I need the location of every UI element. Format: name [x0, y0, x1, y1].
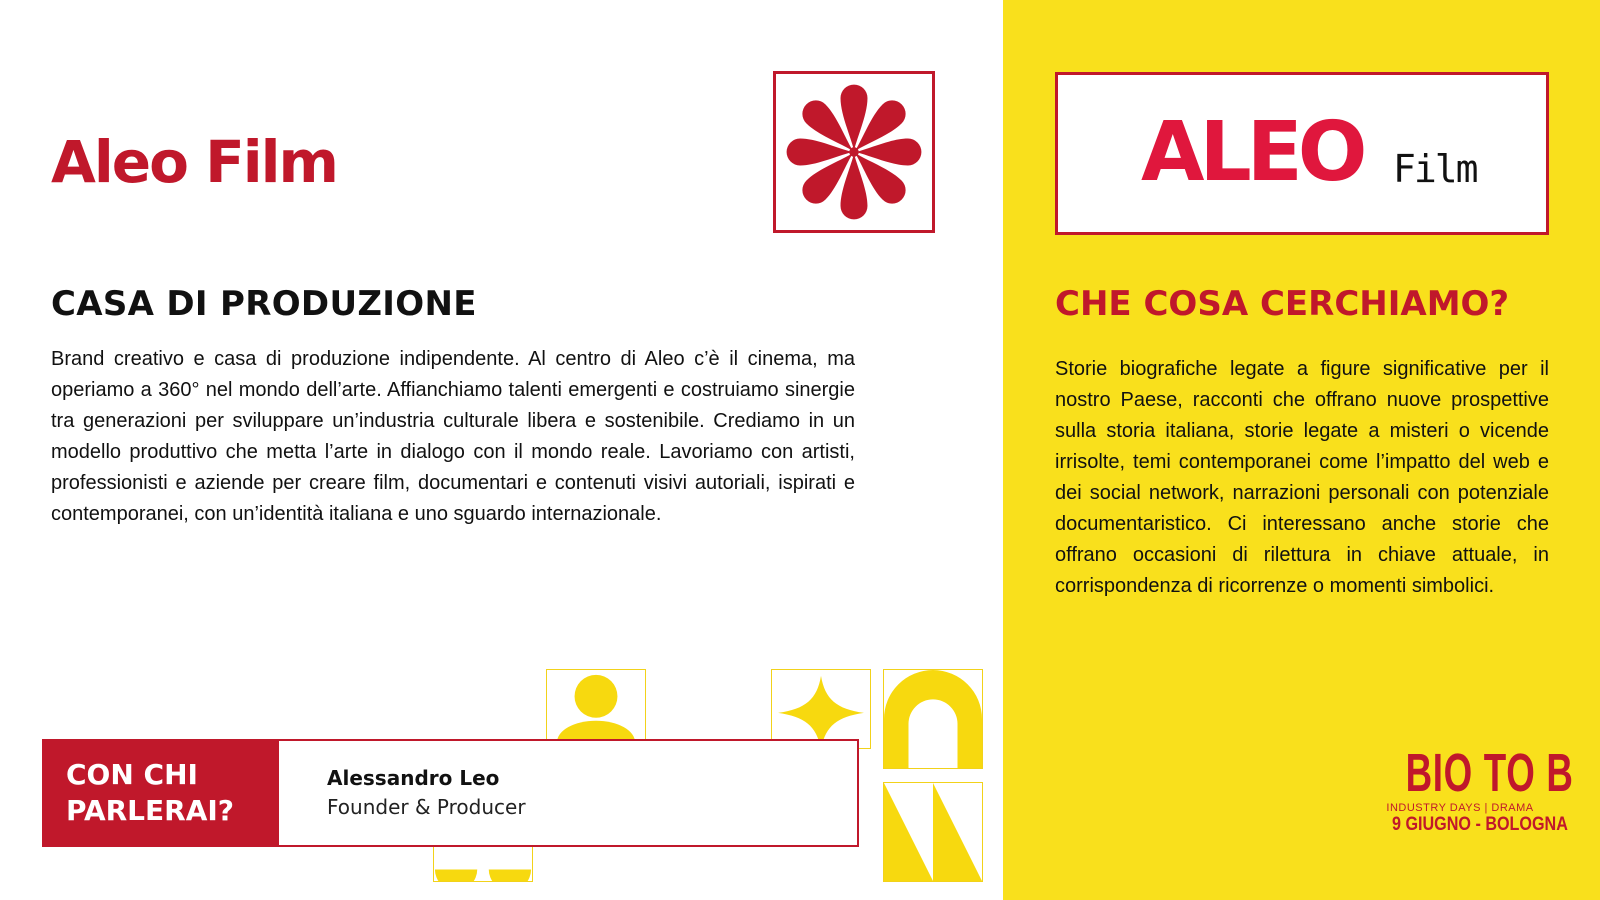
person-shape-icon [546, 669, 646, 749]
section-heading-production: CASA DI PRODUZIONE [51, 284, 477, 324]
logo-wordmark: ALEO [1141, 105, 1363, 200]
asterisk-flower-icon [773, 71, 935, 233]
arch-icon [883, 669, 983, 769]
triangles-icon [883, 782, 983, 882]
contact-card [42, 739, 859, 847]
event-title: BIO TO B [1405, 743, 1574, 803]
event-date: 9 GIUGNO - BOLOGNA [1392, 814, 1568, 835]
contact-label: CON CHI PARLERAI? [44, 741, 279, 845]
logo-script-text: Film [1393, 147, 1477, 191]
contact-role: Founder & Producer [327, 795, 526, 819]
four-point-star-icon [771, 669, 871, 749]
contact-name: Alessandro Leo [327, 766, 500, 790]
aleo-film-logo [1055, 72, 1549, 235]
event-subtitle: INDUSTRY DAYS | DRAMA [1386, 802, 1534, 814]
search-description: Storie biografiche legate a figure significative per il nostro Paese, racconti che offrano nuove prospettive sulla storia italiana, storie legate a misteri o vicende irrisolte, temi contemporanei come l’impatto del web e dei social network, narrazioni personali con potenziale documentaristico. Ci interessano anche storie che offrano occasioni di rilettura in chiave attuale, in corrispondenza di ricorrenze o momenti simbolici. [1055, 358, 1549, 597]
company-description: Brand creativo e casa di produzione indipendente. Al centro di Aleo c’è il cinema, ma operiamo a 360° nel mondo dell’arte. Affianchiamo talenti emergenti e costruiamo sinergie tra generazioni per sviluppare un’industria culturale libera e sostenibile. Crediamo in un modello produttivo che metta l’arte in dialogo con il mondo reale. Lavoriamo con artisti, professionisti e aziende per creare film, documentari e contenuti visivi autoriali, ispirati e contemporanei, con un’identità italiana e uno sguardo internazionale. [51, 348, 855, 525]
company-name: Aleo Film [51, 128, 337, 196]
section-heading-search: CHE COSA CERCHIAMO? [1055, 284, 1510, 324]
event-logo [1380, 743, 1574, 836]
